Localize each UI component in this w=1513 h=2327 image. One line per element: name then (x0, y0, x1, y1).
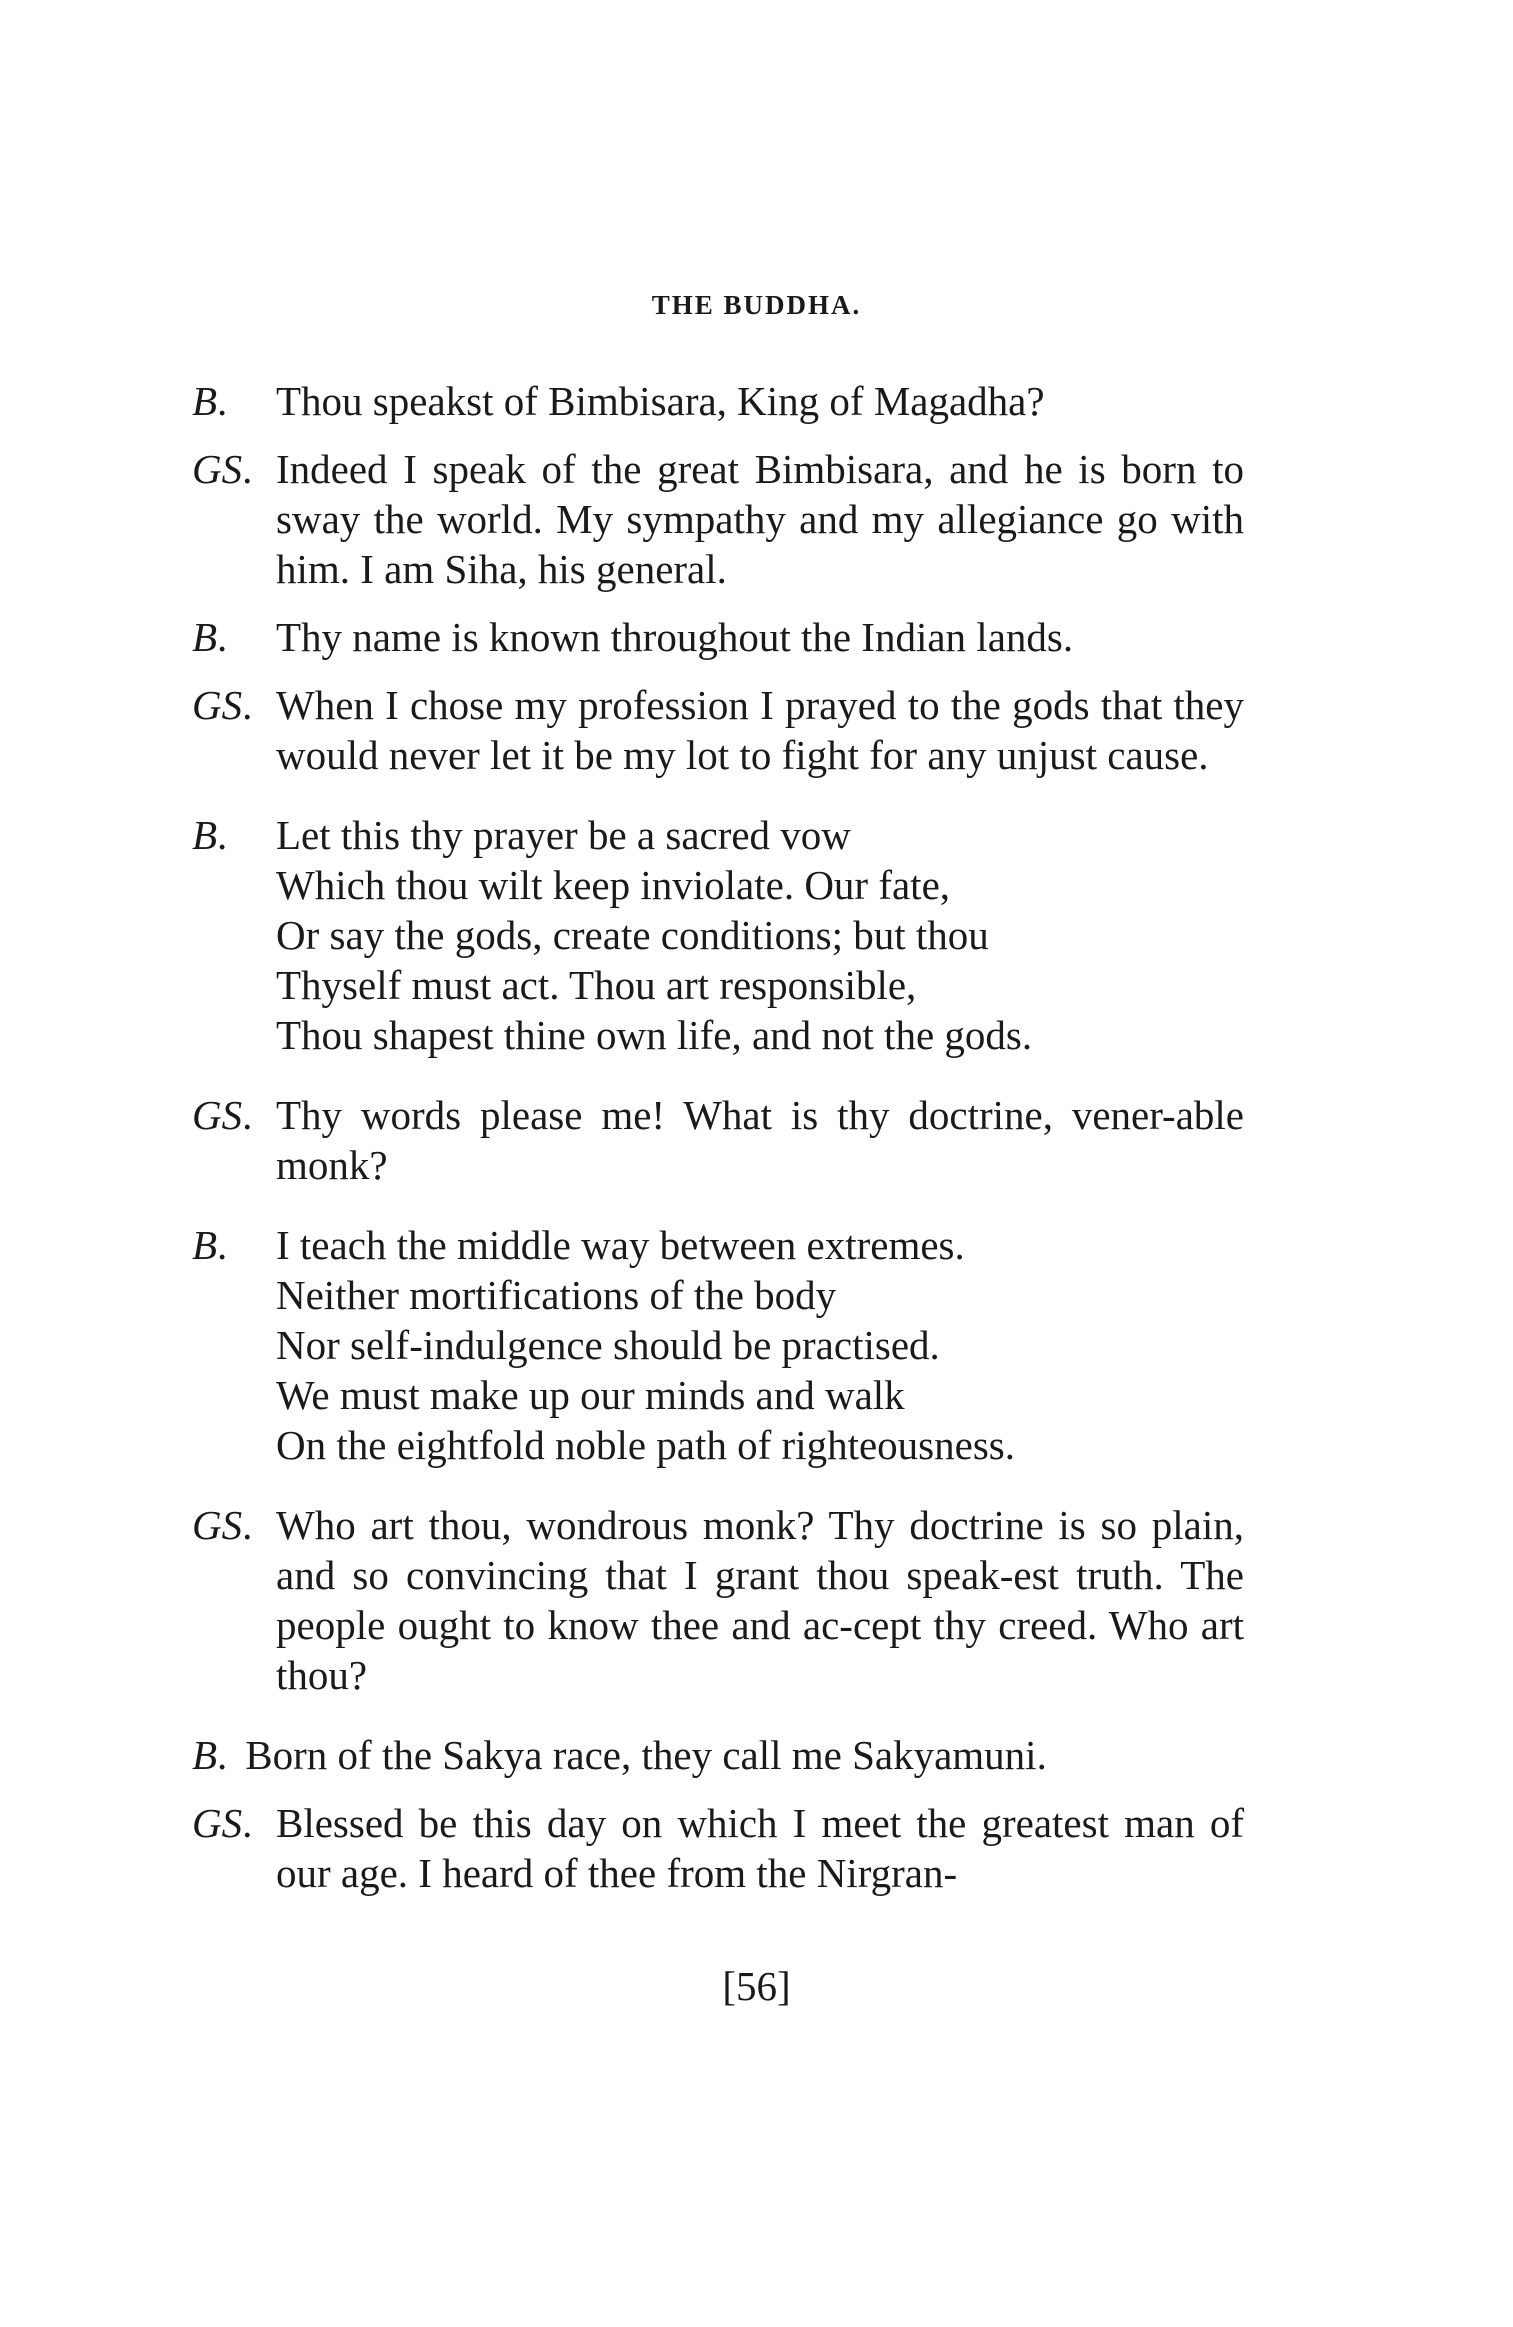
speech-text: Thy words please me! What is thy doctrine, vener-able monk? (276, 1092, 1244, 1188)
speaker-name: B (192, 378, 218, 424)
verse-line: Thyself must act. Thou art responsible, (276, 962, 917, 1008)
speaker-label (192, 1220, 227, 1270)
speech-gs-1 (192, 444, 1244, 594)
speech-gs-3 (192, 1090, 1244, 1190)
speech-text: Indeed I speak of the great Bimbisara, and he is born to sway the world. My sympathy and my allegiance go with him. I am Siha, his general. (276, 446, 1244, 592)
speech-b-5 (192, 1730, 1244, 1780)
verse-line: Or say the gods, create conditions; but thou (276, 912, 989, 958)
speaker-name: B (192, 1732, 218, 1778)
speaker-label (192, 680, 252, 730)
verse-line: We must make up our minds and walk (276, 1372, 905, 1418)
verse-line: Which thou wilt keep inviolate. Our fate, (276, 862, 951, 908)
speaker-period: . (242, 1092, 253, 1138)
speaker-name: B (192, 812, 218, 858)
speech-gs-4 (192, 1500, 1244, 1700)
speaker-label (192, 376, 227, 426)
verse-line: Neither mortifications of the body (276, 1272, 837, 1318)
speaker-label (192, 810, 227, 860)
speech-text: Born of the Sakya race, they call me Sakyamuni. (245, 1732, 1047, 1778)
speech-b-2 (192, 612, 1244, 662)
speaker-period: . (242, 446, 253, 492)
speaker-name: B (192, 614, 218, 660)
speaker-label (192, 1798, 252, 1848)
speaker-name: GS (192, 446, 243, 492)
speaker-period: . (242, 682, 253, 728)
verse-line: On the eightfold noble path of righteousness. (276, 1422, 1016, 1468)
verse-line: Thou shapest thine own life, and not the gods. (276, 1012, 1033, 1058)
speaker-name: B (192, 1222, 218, 1268)
speaker-name: GS (192, 682, 243, 728)
speech-gs-2 (192, 680, 1244, 780)
speaker-name: GS (192, 1092, 243, 1138)
speaker-period: . (242, 1800, 253, 1846)
speaker-period: . (217, 812, 228, 858)
verse-line: Thou speakst of Bimbisara, King of Magadha? (276, 378, 1045, 424)
verse-line: Let this thy prayer be a sacred vow (276, 812, 851, 858)
running-head: THE BUDDHA. (651, 290, 862, 320)
speech-text: Who art thou, wondrous monk? Thy doctrine is so plain, and so convincing that I grant thou speak-est truth. The people ought to know thee and ac-cept thy creed. Who art thou? (276, 1502, 1244, 1698)
verse-line: I teach the middle way between extremes. (276, 1222, 965, 1268)
speaker-name: GS (192, 1502, 243, 1548)
verse-line: Nor self-indulgence should be practised. (276, 1322, 940, 1368)
speech-b-4 (192, 1220, 1244, 1470)
speaker-label (192, 1090, 252, 1140)
speaker-label (192, 1500, 252, 1550)
speech-b-1 (192, 376, 1244, 426)
speech-gs-5 (192, 1798, 1244, 1898)
speaker-label (192, 444, 252, 494)
speech-b-3 (192, 810, 1244, 1060)
speaker-period: . (217, 1222, 228, 1268)
speaker-period: . (217, 614, 228, 660)
speaker-name: GS (192, 1800, 243, 1846)
speaker-period: . (217, 1732, 228, 1778)
page-number: [56] (722, 1963, 791, 2009)
speaker-label (192, 612, 227, 662)
speaker-period: . (217, 378, 228, 424)
verse-line: Thy name is known throughout the Indian lands. (276, 614, 1074, 660)
dialogue-block (192, 376, 1244, 1916)
speaker-period: . (242, 1502, 253, 1548)
speech-text: Blessed be this day on which I meet the greatest man of our age. I heard of thee from the Nirgran- (276, 1800, 1244, 1896)
speech-text: When I chose my profession I prayed to the gods that they would never let it be my lot to fight for any unjust cause. (276, 682, 1244, 778)
speaker-label (192, 1732, 227, 1778)
